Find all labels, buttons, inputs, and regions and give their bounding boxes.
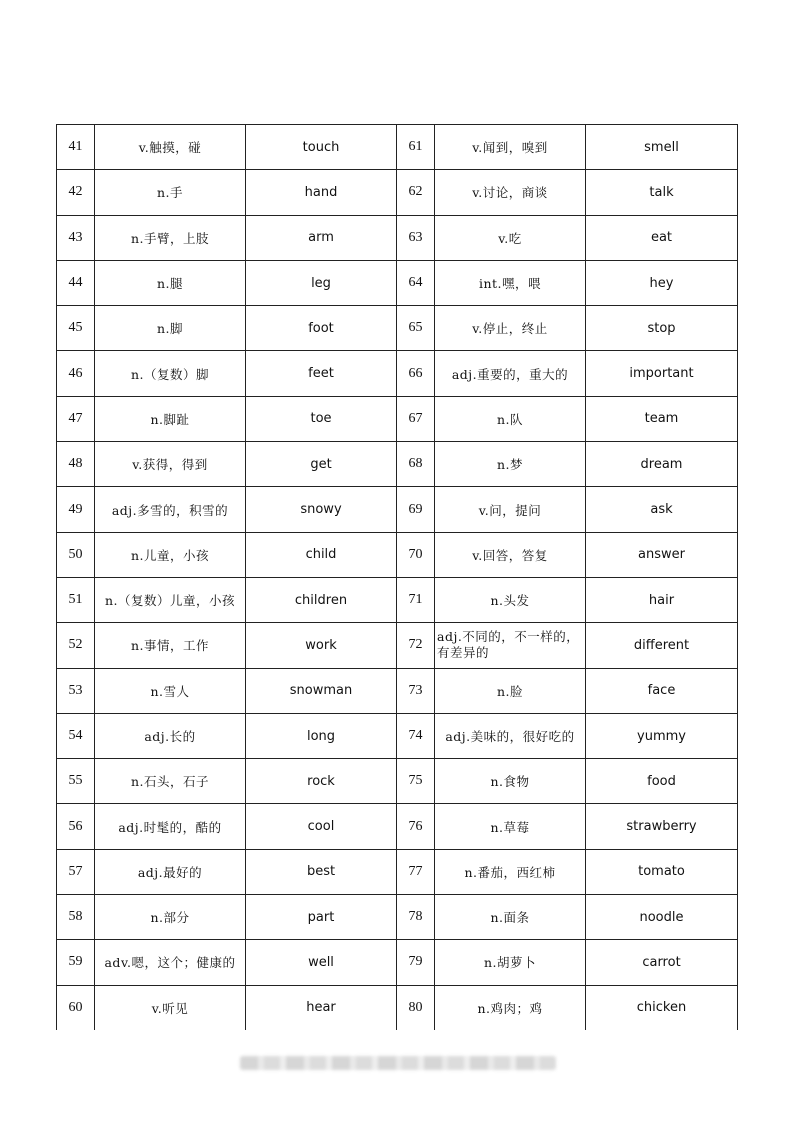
chinese-meaning: n.番茄，西红柿 — [435, 849, 586, 894]
english-word: get — [246, 442, 397, 487]
english-word: hand — [246, 170, 397, 215]
entry-number: 76 — [397, 804, 435, 849]
vocabulary-table — [56, 124, 738, 1030]
table-row — [57, 895, 738, 940]
entry-number: 49 — [57, 487, 95, 532]
entry-number: 78 — [397, 895, 435, 940]
chinese-meaning: n.面条 — [435, 895, 586, 940]
english-word: important — [586, 351, 738, 396]
english-word: hair — [586, 577, 738, 622]
entry-number: 77 — [397, 849, 435, 894]
chinese-meaning: n.腿 — [95, 260, 246, 305]
english-word: food — [586, 759, 738, 804]
entry-number: 48 — [57, 442, 95, 487]
english-word: touch — [246, 125, 397, 170]
chinese-meaning: adj.最好的 — [95, 849, 246, 894]
entry-number: 66 — [397, 351, 435, 396]
entry-number: 50 — [57, 532, 95, 577]
table-row — [57, 306, 738, 351]
english-word: well — [246, 940, 397, 985]
chinese-meaning: n.手臂，上肢 — [95, 215, 246, 260]
entry-number: 79 — [397, 940, 435, 985]
chinese-meaning: n.（复数）儿童，小孩 — [95, 577, 246, 622]
entry-number: 51 — [57, 577, 95, 622]
chinese-meaning: n.（复数）脚 — [95, 351, 246, 396]
entry-number: 59 — [57, 940, 95, 985]
chinese-meaning: n.脚趾 — [95, 396, 246, 441]
entry-number: 45 — [57, 306, 95, 351]
english-word: eat — [586, 215, 738, 260]
english-word: yummy — [586, 713, 738, 758]
table-row — [57, 442, 738, 487]
vocabulary-table-body — [57, 125, 738, 1030]
english-word: hey — [586, 260, 738, 305]
chinese-meaning: v.听见 — [95, 985, 246, 1030]
chinese-meaning: adj.不同的，不一样的，有差异的 — [435, 623, 586, 668]
english-word: hear — [246, 985, 397, 1030]
entry-number: 69 — [397, 487, 435, 532]
english-word: tomato — [586, 849, 738, 894]
table-row — [57, 668, 738, 713]
entry-number: 80 — [397, 985, 435, 1030]
english-word: dream — [586, 442, 738, 487]
entry-number: 68 — [397, 442, 435, 487]
entry-number: 57 — [57, 849, 95, 894]
english-word: snowy — [246, 487, 397, 532]
table-row — [57, 713, 738, 758]
table-row — [57, 577, 738, 622]
english-word: snowman — [246, 668, 397, 713]
chinese-meaning: n.脚 — [95, 306, 246, 351]
chinese-meaning: n.鸡肉；鸡 — [435, 985, 586, 1030]
chinese-meaning: v.问，提问 — [435, 487, 586, 532]
table-row — [57, 759, 738, 804]
chinese-meaning: n.部分 — [95, 895, 246, 940]
table-row — [57, 623, 738, 668]
english-word: child — [246, 532, 397, 577]
entry-number: 54 — [57, 713, 95, 758]
chinese-meaning: adj.重要的，重大的 — [435, 351, 586, 396]
table-row — [57, 215, 738, 260]
chinese-meaning: v.停止，终止 — [435, 306, 586, 351]
english-word: rock — [246, 759, 397, 804]
table-row — [57, 849, 738, 894]
chinese-meaning: adv.嗯，这个；健康的 — [95, 940, 246, 985]
chinese-meaning: v.吃 — [435, 215, 586, 260]
entry-number: 71 — [397, 577, 435, 622]
table-row — [57, 532, 738, 577]
chinese-meaning: v.讨论，商谈 — [435, 170, 586, 215]
english-word: work — [246, 623, 397, 668]
blurred-footer-watermark — [240, 1056, 556, 1070]
english-word: team — [586, 396, 738, 441]
english-word: different — [586, 623, 738, 668]
entry-number: 65 — [397, 306, 435, 351]
chinese-meaning: adj.时髦的，酷的 — [95, 804, 246, 849]
english-word: carrot — [586, 940, 738, 985]
entry-number: 55 — [57, 759, 95, 804]
english-word: long — [246, 713, 397, 758]
entry-number: 62 — [397, 170, 435, 215]
entry-number: 46 — [57, 351, 95, 396]
chinese-meaning: n.事情，工作 — [95, 623, 246, 668]
entry-number: 60 — [57, 985, 95, 1030]
entry-number: 47 — [57, 396, 95, 441]
chinese-meaning: int.嘿，喂 — [435, 260, 586, 305]
chinese-meaning: n.儿童，小孩 — [95, 532, 246, 577]
english-word: arm — [246, 215, 397, 260]
table-row — [57, 487, 738, 532]
entry-number: 41 — [57, 125, 95, 170]
english-word: chicken — [586, 985, 738, 1030]
english-word: smell — [586, 125, 738, 170]
table-row — [57, 804, 738, 849]
entry-number: 63 — [397, 215, 435, 260]
entry-number: 52 — [57, 623, 95, 668]
entry-number: 70 — [397, 532, 435, 577]
entry-number: 56 — [57, 804, 95, 849]
english-word: stop — [586, 306, 738, 351]
table-row — [57, 940, 738, 985]
chinese-meaning: n.食物 — [435, 759, 586, 804]
chinese-meaning: n.队 — [435, 396, 586, 441]
entry-number: 72 — [397, 623, 435, 668]
english-word: feet — [246, 351, 397, 396]
english-word: part — [246, 895, 397, 940]
entry-number: 58 — [57, 895, 95, 940]
entry-number: 61 — [397, 125, 435, 170]
chinese-meaning: v.闻到，嗅到 — [435, 125, 586, 170]
table-row — [57, 351, 738, 396]
english-word: face — [586, 668, 738, 713]
table-row — [57, 260, 738, 305]
chinese-meaning: adj.长的 — [95, 713, 246, 758]
entry-number: 74 — [397, 713, 435, 758]
chinese-meaning: n.头发 — [435, 577, 586, 622]
english-word: best — [246, 849, 397, 894]
english-word: foot — [246, 306, 397, 351]
english-word: leg — [246, 260, 397, 305]
chinese-meaning: n.脸 — [435, 668, 586, 713]
table-row — [57, 985, 738, 1030]
chinese-meaning: v.回答，答复 — [435, 532, 586, 577]
english-word: answer — [586, 532, 738, 577]
english-word: noodle — [586, 895, 738, 940]
entry-number: 75 — [397, 759, 435, 804]
entry-number: 67 — [397, 396, 435, 441]
chinese-meaning: v.触摸，碰 — [95, 125, 246, 170]
chinese-meaning: adj.多雪的，积雪的 — [95, 487, 246, 532]
table-row — [57, 125, 738, 170]
entry-number: 53 — [57, 668, 95, 713]
table-row — [57, 396, 738, 441]
entry-number: 64 — [397, 260, 435, 305]
table-row — [57, 170, 738, 215]
chinese-meaning: n.梦 — [435, 442, 586, 487]
english-word: ask — [586, 487, 738, 532]
english-word: strawberry — [586, 804, 738, 849]
chinese-meaning: adj.美味的，很好吃的 — [435, 713, 586, 758]
chinese-meaning: n.雪人 — [95, 668, 246, 713]
entry-number: 42 — [57, 170, 95, 215]
english-word: talk — [586, 170, 738, 215]
english-word: children — [246, 577, 397, 622]
chinese-meaning: v.获得，得到 — [95, 442, 246, 487]
english-word: cool — [246, 804, 397, 849]
chinese-meaning: n.胡萝卜 — [435, 940, 586, 985]
entry-number: 43 — [57, 215, 95, 260]
chinese-meaning: n.草莓 — [435, 804, 586, 849]
entry-number: 44 — [57, 260, 95, 305]
english-word: toe — [246, 396, 397, 441]
chinese-meaning: n.石头，石子 — [95, 759, 246, 804]
chinese-meaning: n.手 — [95, 170, 246, 215]
entry-number: 73 — [397, 668, 435, 713]
